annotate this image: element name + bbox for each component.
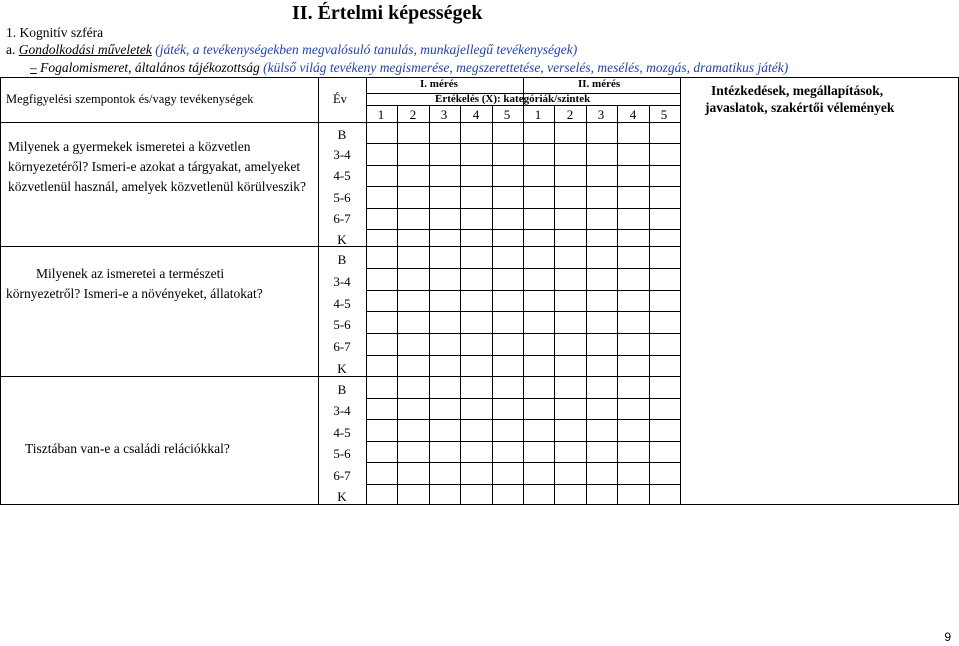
criterion-text: Milyenek az ismeretei a természeti környezetről? Ismeri-e a növényeket, állatokat? [6,266,263,301]
age-group-label: K [337,232,347,247]
level-number: 4 [629,107,637,122]
level-number: 3 [440,107,448,122]
age-group-label: B [337,252,347,267]
age-group-label: 6-7 [333,468,351,483]
topic-detail: (külső világ tevékeny megismerése, megszerettetése, verselés, mesélés, mozgás, dramatikus játék) [259,60,789,75]
section-heading: 1. Kognitív szféra [6,25,104,40]
page-number: 9 [944,630,951,644]
level-number: 3 [597,107,605,122]
age-group-label: 4-5 [333,168,351,183]
age-group-label: 4-5 [333,296,351,311]
age-group-label: B [337,382,347,397]
age-group-label: 4-5 [333,425,351,440]
criterion-text: Tisztában van-e a családi relációkkal? [25,441,230,456]
subsection-title: Gondolkodási műveletek [18,42,152,57]
actions-header-line-1: Intézkedések, megállapítások, [711,83,884,98]
age-group-label: K [337,489,347,504]
criterion-text: Milyenek a gyermekek ismeretei a közvetlen környezetéről? Ismeri-e azokat a tárgyakat, amelyeket közvetlenül használ, amelyek közvetlenül körülveszik? [8,139,307,194]
year-column-header: Év [333,92,347,106]
topic-title: Fogalomismeret, általános tájékozottság [36,60,260,75]
age-group-label: K [337,361,347,376]
measurement-2-header: II. mérés [578,78,621,90]
age-group-label: 6-7 [333,211,351,226]
measurement-1-header: I. mérés [420,78,458,90]
subsection-prefix: a. [6,42,19,57]
age-group-label: 3-4 [333,403,351,418]
age-group-label: 6-7 [333,339,351,354]
page-title: II. Értelmi képességek [292,2,483,24]
subsection-heading [6,42,577,58]
rating-header: Értékelés (X): kategóriák/szintek [435,93,591,105]
level-number: 4 [472,107,480,122]
age-group-label: 3-4 [333,147,351,162]
level-number: 2 [409,107,417,122]
age-group-label: 5-6 [333,317,351,332]
subsection-detail: (játék, a tevékenységekben megvalósuló tanulás, munkajellegű tevékenységek) [151,42,578,57]
level-number: 5 [503,107,511,122]
level-number: 1 [377,107,385,122]
level-number: 1 [534,107,542,122]
criteria-column-header: Megfigyelési szempontok és/vagy tevékenységek [6,92,254,106]
actions-header-line-2: javaslatok, szakértői vélemények [705,100,895,115]
age-group-label: 3-4 [333,274,351,289]
age-group-label: 5-6 [333,190,351,205]
level-number: 2 [566,107,574,122]
topic-heading [30,60,788,76]
topic-dash: – [30,60,37,75]
level-number: 5 [660,107,668,122]
age-group-label: 5-6 [333,446,351,461]
age-group-label: B [337,127,347,142]
